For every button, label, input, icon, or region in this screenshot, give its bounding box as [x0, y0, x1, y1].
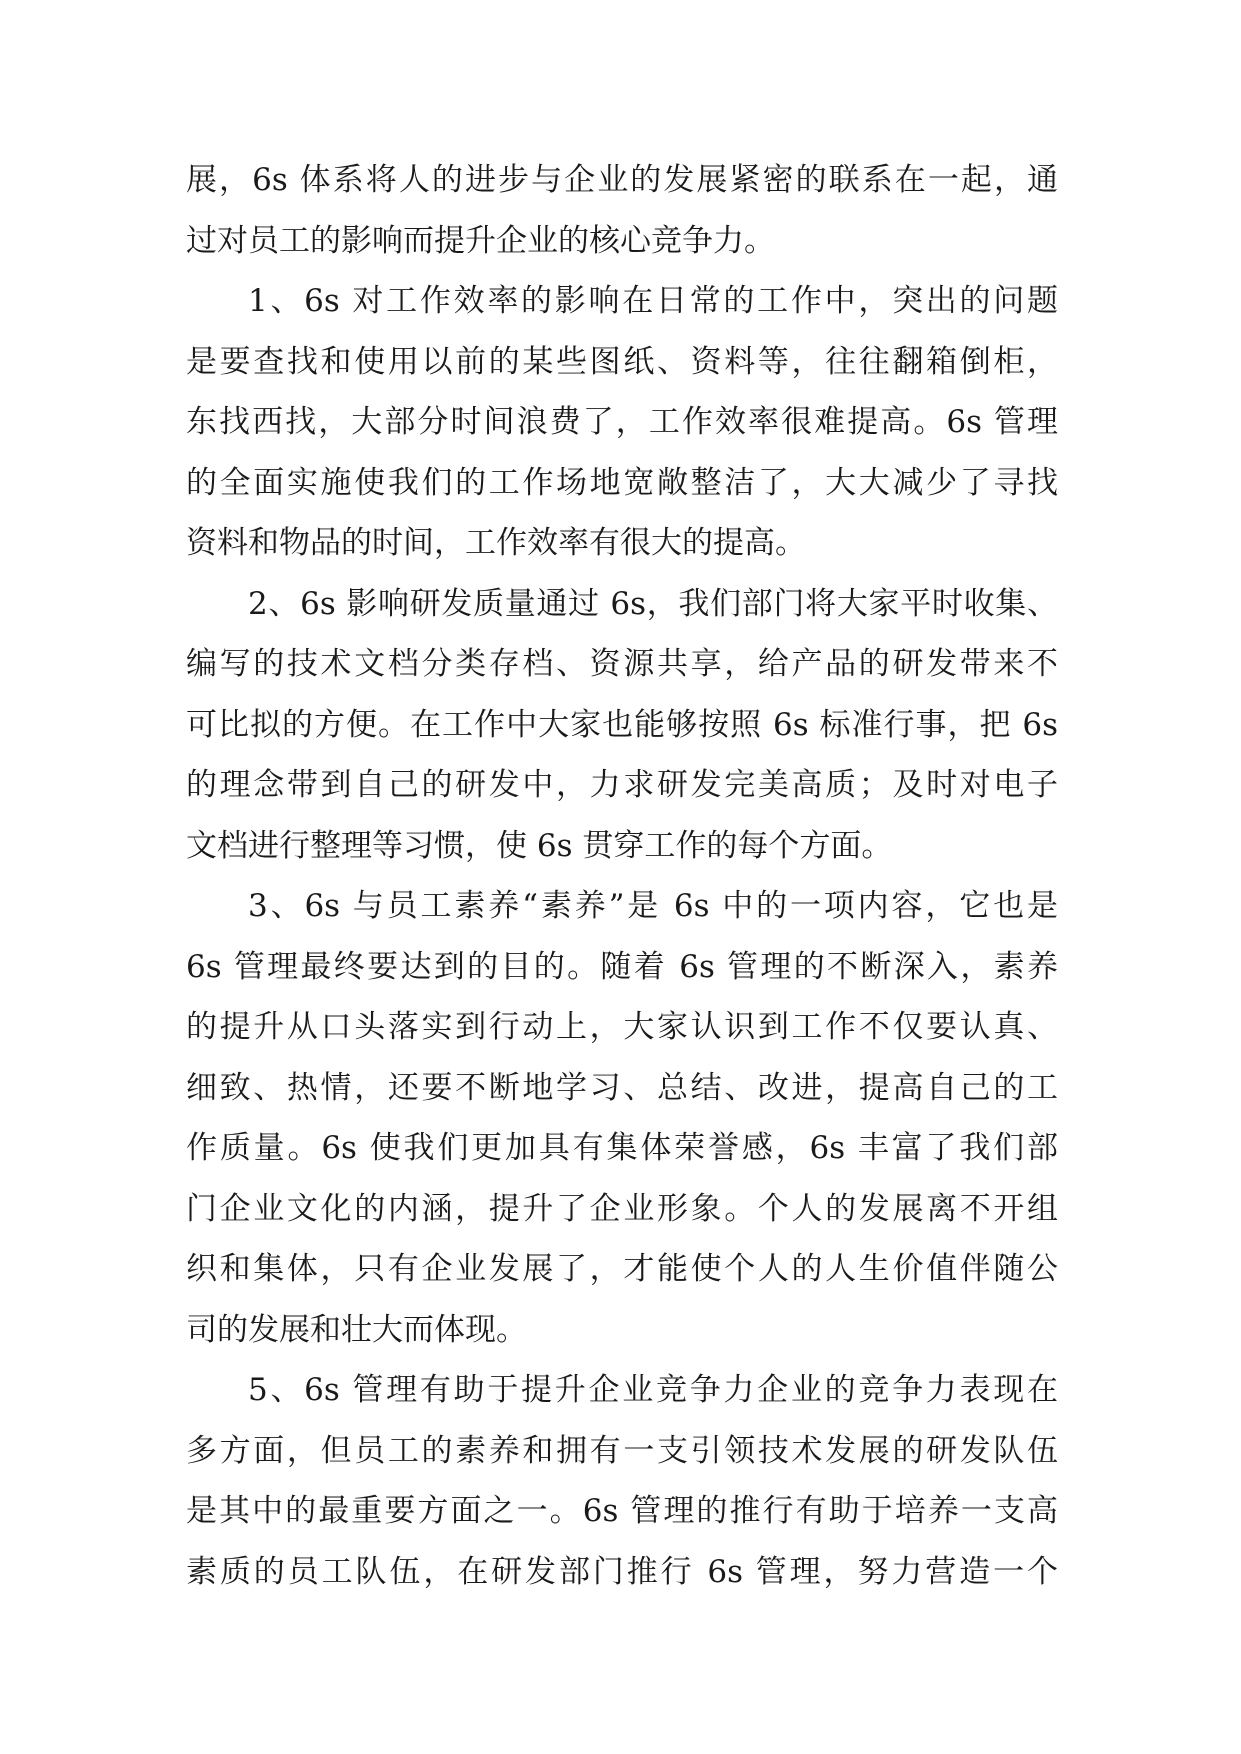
text-line: 6s 管理最终要达到的目的。随着 6s 管理的不断深入，素养: [186, 948, 1058, 985]
text-line: 的理念带到自己的研发中，力求研发完美高质；及时对电子: [186, 767, 1058, 803]
text-line: 编写的技术文档分类存档、资源共享，给产品的研发带来不: [186, 646, 1058, 682]
text-line: 织和集体，只有企业发展了，才能使个人的人生价值伴随公: [186, 1251, 1058, 1287]
text-line: 作质量。6s 使我们更加具有集体荣誉感，6s 丰富了我们部: [186, 1130, 1058, 1166]
text-line: 文档进行整理等习惯，使 6s 贯穿工作的每个方面。: [186, 827, 893, 864]
text-line: 多方面，但员工的素养和拥有一支引领技术发展的研发队伍: [186, 1432, 1058, 1469]
text-line: 细致、热情，还要不断地学习、总结、改进，提高自己的工: [186, 1069, 1058, 1106]
document-body: [186, 150, 1058, 1602]
text-line: 素质的员工队伍，在研发部门推行 6s 管理，努力营造一个: [186, 1553, 1058, 1590]
text-line: 的提升从口头落实到行动上，大家认识到工作不仅要认真、: [186, 1009, 1058, 1045]
paragraph-first-line: 3、6s 与员工素养“素养”是 6s 中的一项内容，它也是: [248, 888, 1058, 924]
text-line: 展，6s 体系将人的进步与企业的发展紧密的联系在一起，通: [186, 162, 1058, 198]
text-line: 司的发展和壮大而体现。: [186, 1311, 527, 1348]
paragraph-first-line: 2、6s 影响研发质量通过 6s，我们部门将大家平时收集、: [248, 585, 1058, 622]
text-line: 资料和物品的时间，工作效率有很大的提高。: [186, 525, 806, 561]
text-line: 是要查找和使用以前的某些图纸、资料等，往往翻箱倒柜，: [186, 343, 1058, 380]
text-line: 过对员工的影响而提升企业的核心竞争力。: [186, 222, 775, 259]
paragraph-first-line: 5、6s 管理有助于提升企业竞争力企业的竞争力表现在: [248, 1372, 1058, 1408]
text-line: 东找西找，大部分时间浪费了，工作效率很难提高。6s 管理: [186, 404, 1058, 440]
text-line: 门企业文化的内涵，提升了企业形象。个人的发展离不开组: [186, 1190, 1058, 1227]
text-line: 是其中的最重要方面之一。6s 管理的推行有助于培养一支高: [186, 1493, 1058, 1529]
text-line: 可比拟的方便。在工作中大家也能够按照 6s 标准行事，把 6s: [186, 706, 1058, 743]
paragraph-first-line: 1、6s 对工作效率的影响在日常的工作中，突出的问题: [248, 283, 1058, 319]
text-line: 的全面实施使我们的工作场地宽敞整洁了，大大减少了寻找: [186, 464, 1058, 501]
